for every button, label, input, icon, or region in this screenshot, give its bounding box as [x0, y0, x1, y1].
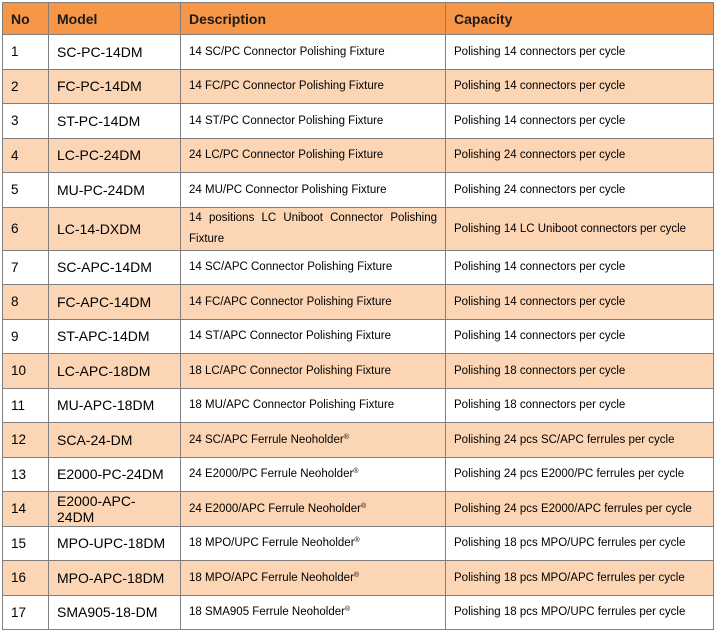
header-row [3, 3, 714, 35]
row-model: LC-14-DXDM [49, 207, 181, 250]
row-capacity: Polishing 24 connectors per cycle [446, 138, 714, 173]
row-model: FC-PC-14DM [49, 69, 181, 104]
row-model: ST-PC-14DM [49, 104, 181, 139]
row-description [181, 388, 446, 423]
description-text: 18 MPO/UPC Ferrule Neoholder [189, 537, 355, 550]
row-model: ST-APC-14DM [49, 319, 181, 354]
table-row [3, 526, 714, 561]
description-text: 18 MPO/APC Ferrule Neoholder [189, 571, 354, 584]
row-capacity: Polishing 14 connectors per cycle [446, 285, 714, 320]
table-row [3, 595, 714, 630]
description-text: 14 ST/APC Connector Polishing Fixture [189, 330, 391, 343]
table-row [3, 35, 714, 70]
row-capacity: Polishing 18 connectors per cycle [446, 388, 714, 423]
description-text: 18 LC/APC Connector Polishing Fixture [189, 364, 391, 377]
row-description [181, 285, 446, 320]
table-row [3, 492, 714, 527]
table-row [3, 285, 714, 320]
row-description [181, 526, 446, 561]
description-text: 14 FC/APC Connector Polishing Fixture [189, 295, 392, 308]
row-no: 15 [3, 526, 49, 561]
row-no: 2 [3, 69, 49, 104]
row-model: MU-PC-24DM [49, 173, 181, 208]
table-row [3, 561, 714, 596]
row-capacity: Polishing 24 pcs SC/APC ferrules per cycle [446, 423, 714, 458]
registered-mark: ® [354, 537, 360, 545]
row-description [181, 319, 446, 354]
registered-mark: ® [360, 502, 367, 510]
row-no: 13 [3, 457, 49, 492]
row-description [181, 492, 446, 527]
description-text: 14 positions LC Uniboot Connector Polishing Fixture [189, 211, 437, 245]
description-text: 14 SC/APC Connector Polishing Fixture [189, 261, 393, 274]
row-capacity: Polishing 18 pcs MPO/APC ferrules per cycle [446, 561, 714, 596]
row-description [181, 354, 446, 389]
row-model: MPO-UPC-18DM [49, 526, 181, 561]
description-text: 18 SMA905 Ferrule Neoholder [189, 606, 345, 619]
row-description [181, 423, 446, 458]
product-table [2, 2, 714, 630]
description-text: 24 LC/PC Connector Polishing Fixture [189, 149, 384, 162]
table-row [3, 354, 714, 389]
table-row [3, 319, 714, 354]
row-no: 8 [3, 285, 49, 320]
description-text: 18 MU/APC Connector Polishing Fixture [189, 399, 395, 412]
row-no: 6 [3, 207, 49, 250]
row-description [181, 250, 446, 285]
row-model: SC-APC-14DM [49, 250, 181, 285]
table-row [3, 173, 714, 208]
row-no: 3 [3, 104, 49, 139]
row-capacity: Polishing 14 connectors per cycle [446, 319, 714, 354]
description-text: 14 FC/PC Connector Polishing Fixture [189, 80, 384, 93]
row-model: SC-PC-14DM [49, 35, 181, 70]
description-text: 24 E2000/APC Ferrule Neoholder [189, 502, 361, 515]
row-no: 11 [3, 388, 49, 423]
row-capacity: Polishing 14 connectors per cycle [446, 104, 714, 139]
row-no: 5 [3, 173, 49, 208]
row-capacity: Polishing 24 pcs E2000/APC ferrules per cycle [446, 492, 714, 527]
header-no: No [3, 3, 49, 35]
row-no: 10 [3, 354, 49, 389]
description-text: 24 E2000/PC Ferrule Neoholder [189, 468, 354, 481]
row-capacity: Polishing 14 connectors per cycle [446, 69, 714, 104]
table-body [3, 35, 714, 630]
row-model: SCA-24-DM [49, 423, 181, 458]
row-description [181, 104, 446, 139]
row-description [181, 173, 446, 208]
row-model: SMA905-18-DM [49, 595, 181, 630]
row-capacity: Polishing 14 connectors per cycle [446, 35, 714, 70]
header-description: Description [181, 3, 446, 35]
row-no: 12 [3, 423, 49, 458]
registered-mark: ® [344, 606, 351, 614]
description-text: 24 MU/PC Connector Polishing Fixture [189, 183, 387, 196]
row-description [181, 138, 446, 173]
table-row [3, 69, 714, 104]
row-model: E2000-APC-24DM [49, 492, 181, 527]
row-capacity: Polishing 14 LC Uniboot connectors per cycle [446, 207, 714, 250]
header-model: Model [49, 3, 181, 35]
row-capacity: Polishing 18 pcs MPO/UPC ferrules per cycle [446, 526, 714, 561]
row-capacity: Polishing 24 connectors per cycle [446, 173, 714, 208]
row-no: 17 [3, 595, 49, 630]
row-model: MPO-APC-18DM [49, 561, 181, 596]
row-no: 14 [3, 492, 49, 527]
row-no: 4 [3, 138, 49, 173]
table-row [3, 207, 714, 250]
row-no: 1 [3, 35, 49, 70]
header-capacity: Capacity [446, 3, 714, 35]
registered-mark: ® [353, 571, 360, 579]
table-row [3, 104, 714, 139]
row-capacity: Polishing 18 pcs MPO/UPC ferrules per cycle [446, 595, 714, 630]
row-model: FC-APC-14DM [49, 285, 181, 320]
row-capacity: Polishing 14 connectors per cycle [446, 250, 714, 285]
row-description [181, 35, 446, 70]
table-row [3, 423, 714, 458]
row-no: 7 [3, 250, 49, 285]
row-description [181, 457, 446, 492]
registered-mark: ® [353, 468, 359, 476]
description-text: 14 SC/PC Connector Polishing Fixture [189, 45, 385, 58]
table-row [3, 388, 714, 423]
registered-mark: ® [343, 433, 349, 441]
row-no: 16 [3, 561, 49, 596]
row-description [181, 595, 446, 630]
row-model: LC-APC-18DM [49, 354, 181, 389]
row-no: 9 [3, 319, 49, 354]
row-description [181, 69, 446, 104]
row-model: LC-PC-24DM [49, 138, 181, 173]
table-row [3, 138, 714, 173]
row-model: E2000-PC-24DM [49, 457, 181, 492]
table-row [3, 457, 714, 492]
table-row [3, 250, 714, 285]
description-text: 14 ST/PC Connector Polishing Fixture [189, 114, 384, 127]
row-description [181, 561, 446, 596]
row-capacity: Polishing 18 connectors per cycle [446, 354, 714, 389]
description-text: 24 SC/APC Ferrule Neoholder [189, 433, 344, 446]
row-model: MU-APC-18DM [49, 388, 181, 423]
row-description [181, 207, 446, 250]
row-capacity: Polishing 24 pcs E2000/PC ferrules per cycle [446, 457, 714, 492]
